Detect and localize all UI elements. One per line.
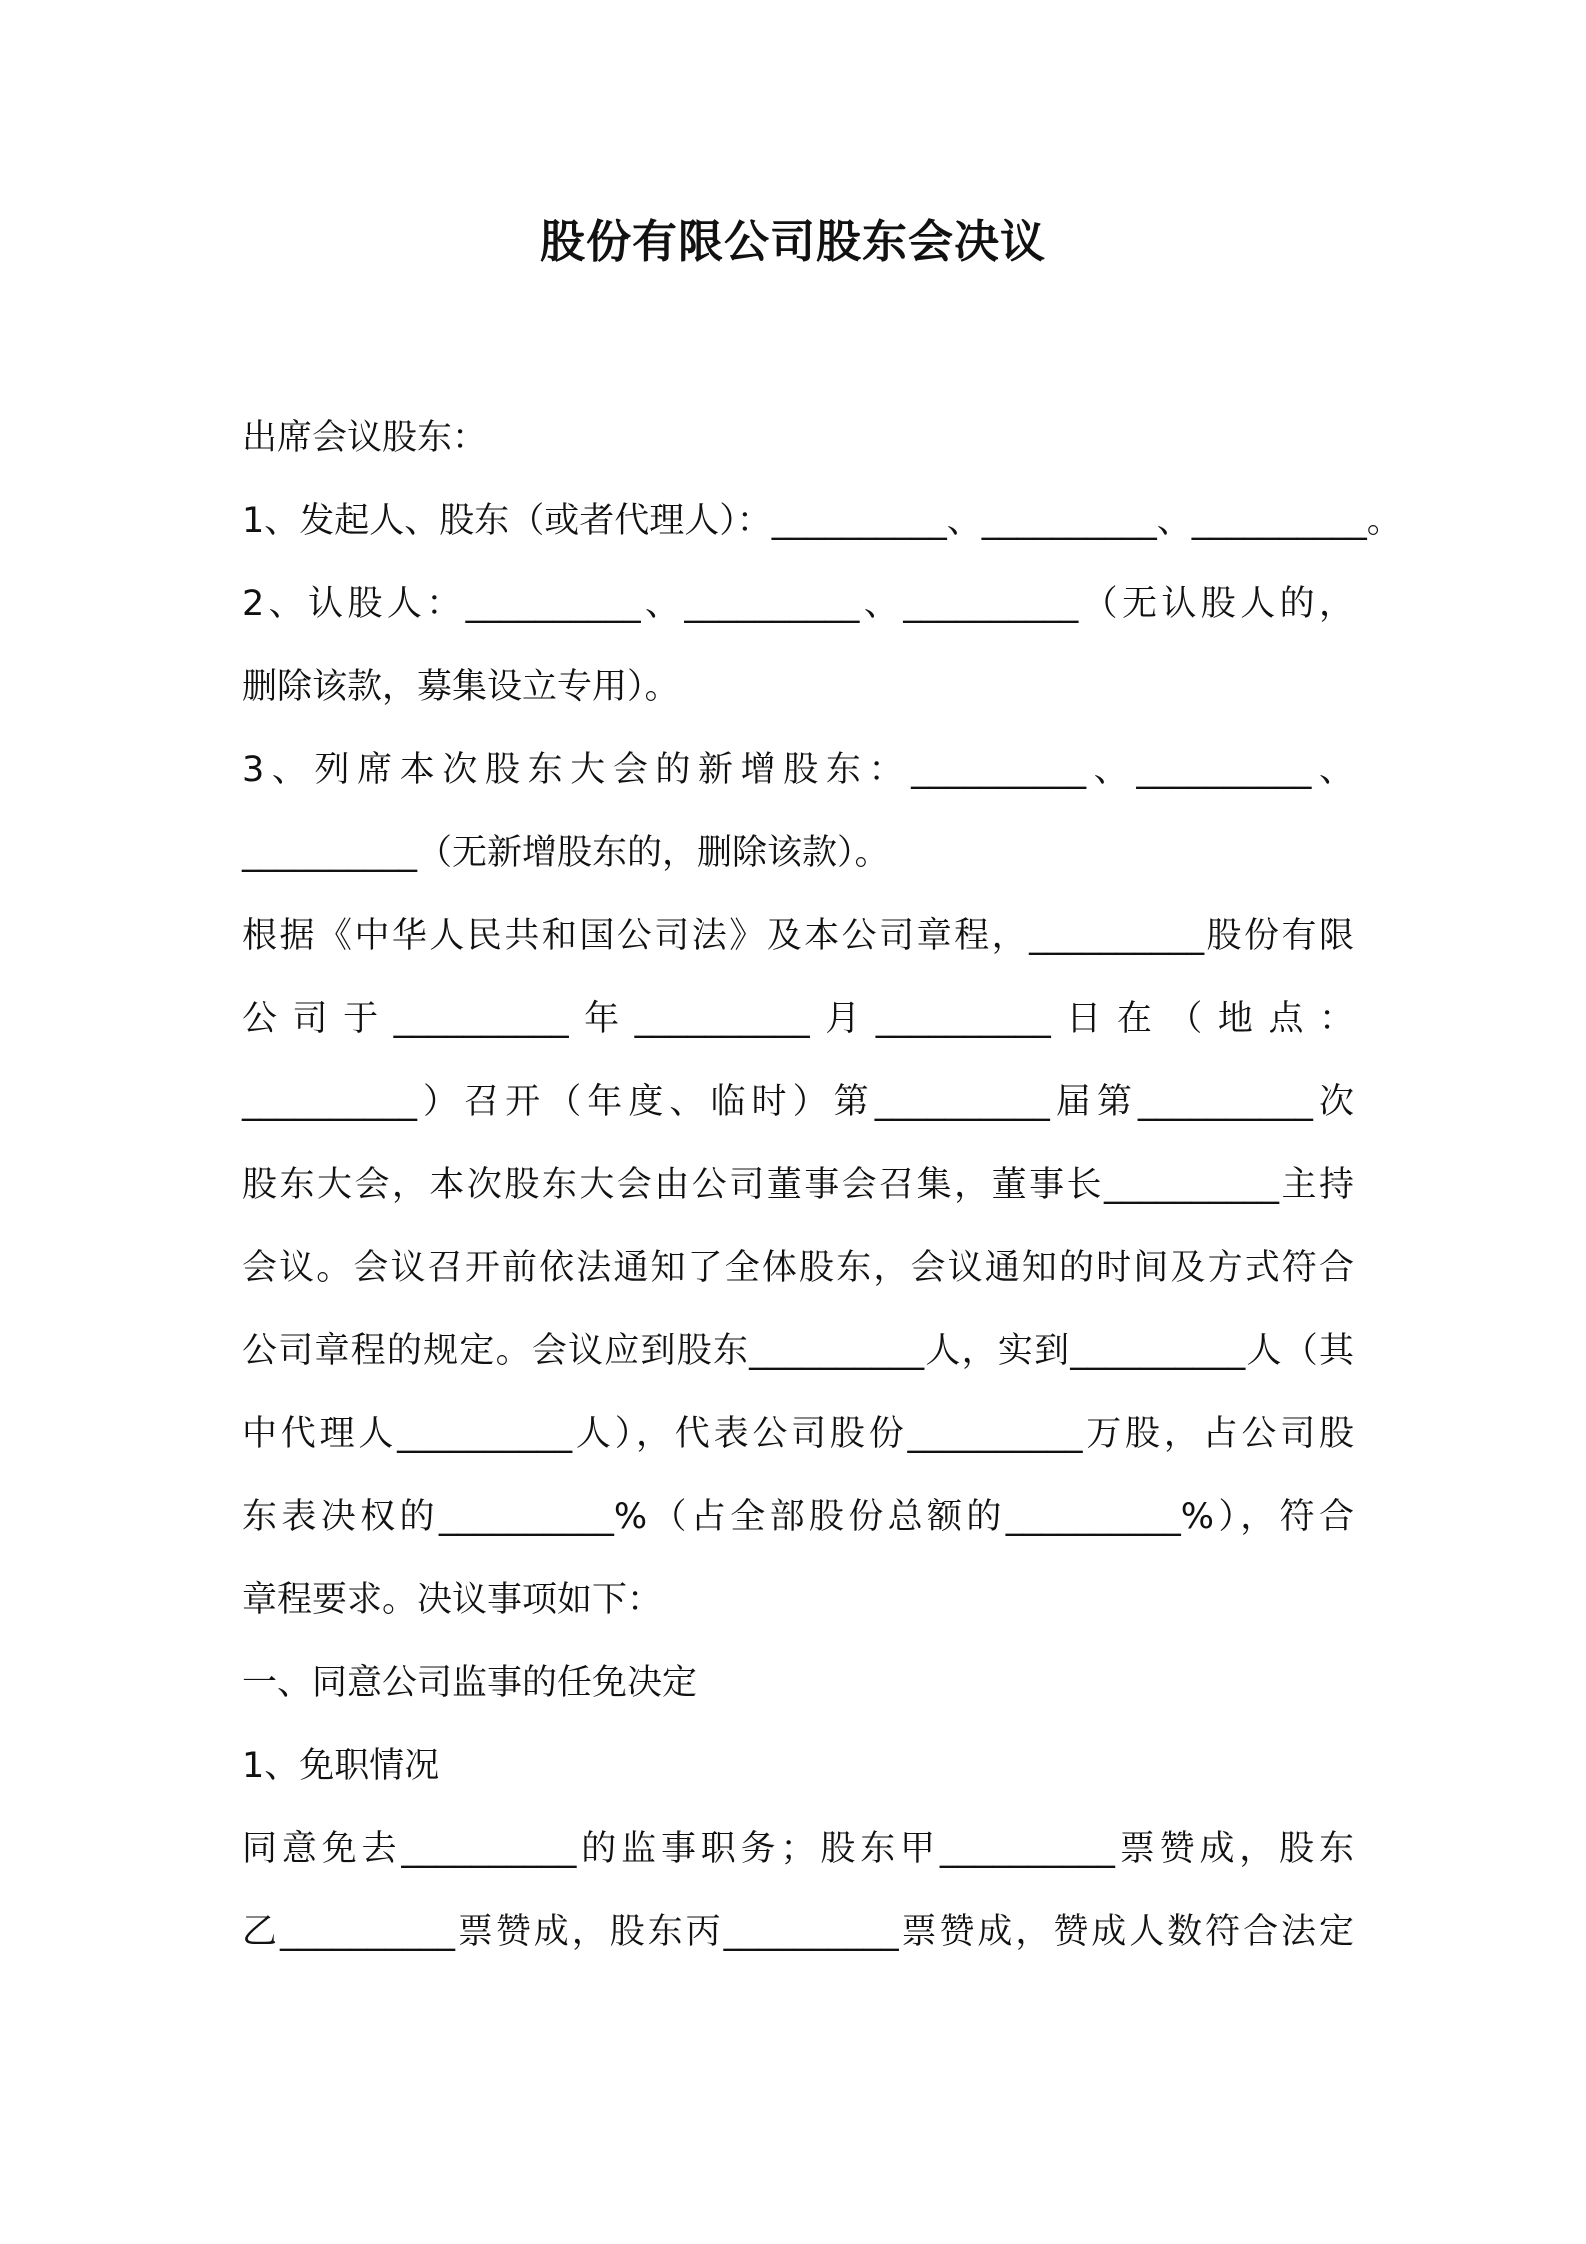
text-line: 会议。会议召开前依法通知了全体股东，会议通知的时间及方式符合	[242, 1248, 1354, 1288]
text-line: 乙__________票赞成，股东丙__________票赞成，赞成人数符合法定	[242, 1912, 1354, 1952]
text-line: 3、列席本次股东大会的新增股东：__________、__________、	[242, 750, 1354, 790]
section-heading: 一、同意公司监事的任免决定	[242, 1663, 698, 1703]
text-line: 东表决权的__________%（占全部股份总额的__________%），符合	[242, 1497, 1354, 1537]
text-line: 公司章程的规定。会议应到股东__________人，实到__________人（其	[242, 1331, 1354, 1371]
text-line: 根据《中华人民共和国公司法》及本公司章程，__________股份有限	[242, 916, 1354, 956]
text-line: 章程要求。决议事项如下：	[242, 1580, 663, 1620]
text-line: 公司于__________年__________月__________日在（地点：	[242, 999, 1354, 1039]
text-line: 2、认股人：__________、__________、__________（无认股人的，	[242, 584, 1354, 624]
subsection-heading: 1、免职情况	[242, 1746, 440, 1786]
text-line: 股东大会，本次股东大会由公司董事会召集，董事长__________主持	[242, 1165, 1354, 1205]
text-line: 同意免去__________的监事职务；股东甲__________票赞成，股东	[242, 1829, 1354, 1869]
text-line: 1、发起人、股东（或者代理人）：__________、__________、__________。	[242, 501, 1402, 541]
document-title: 股份有限公司股东会决议	[539, 215, 1046, 268]
text-line: __________（无新增股东的，删除该款）。	[242, 833, 890, 873]
text-line: __________）召开（年度、临时）第__________届第__________次	[242, 1082, 1354, 1122]
text-line: 出席会议股东：	[242, 418, 488, 458]
document-body	[242, 412, 1402, 1989]
text-line: 删除该款，募集设立专用）。	[242, 667, 680, 707]
text-line: 中代理人__________人），代表公司股份__________万股，占公司股	[242, 1414, 1354, 1454]
